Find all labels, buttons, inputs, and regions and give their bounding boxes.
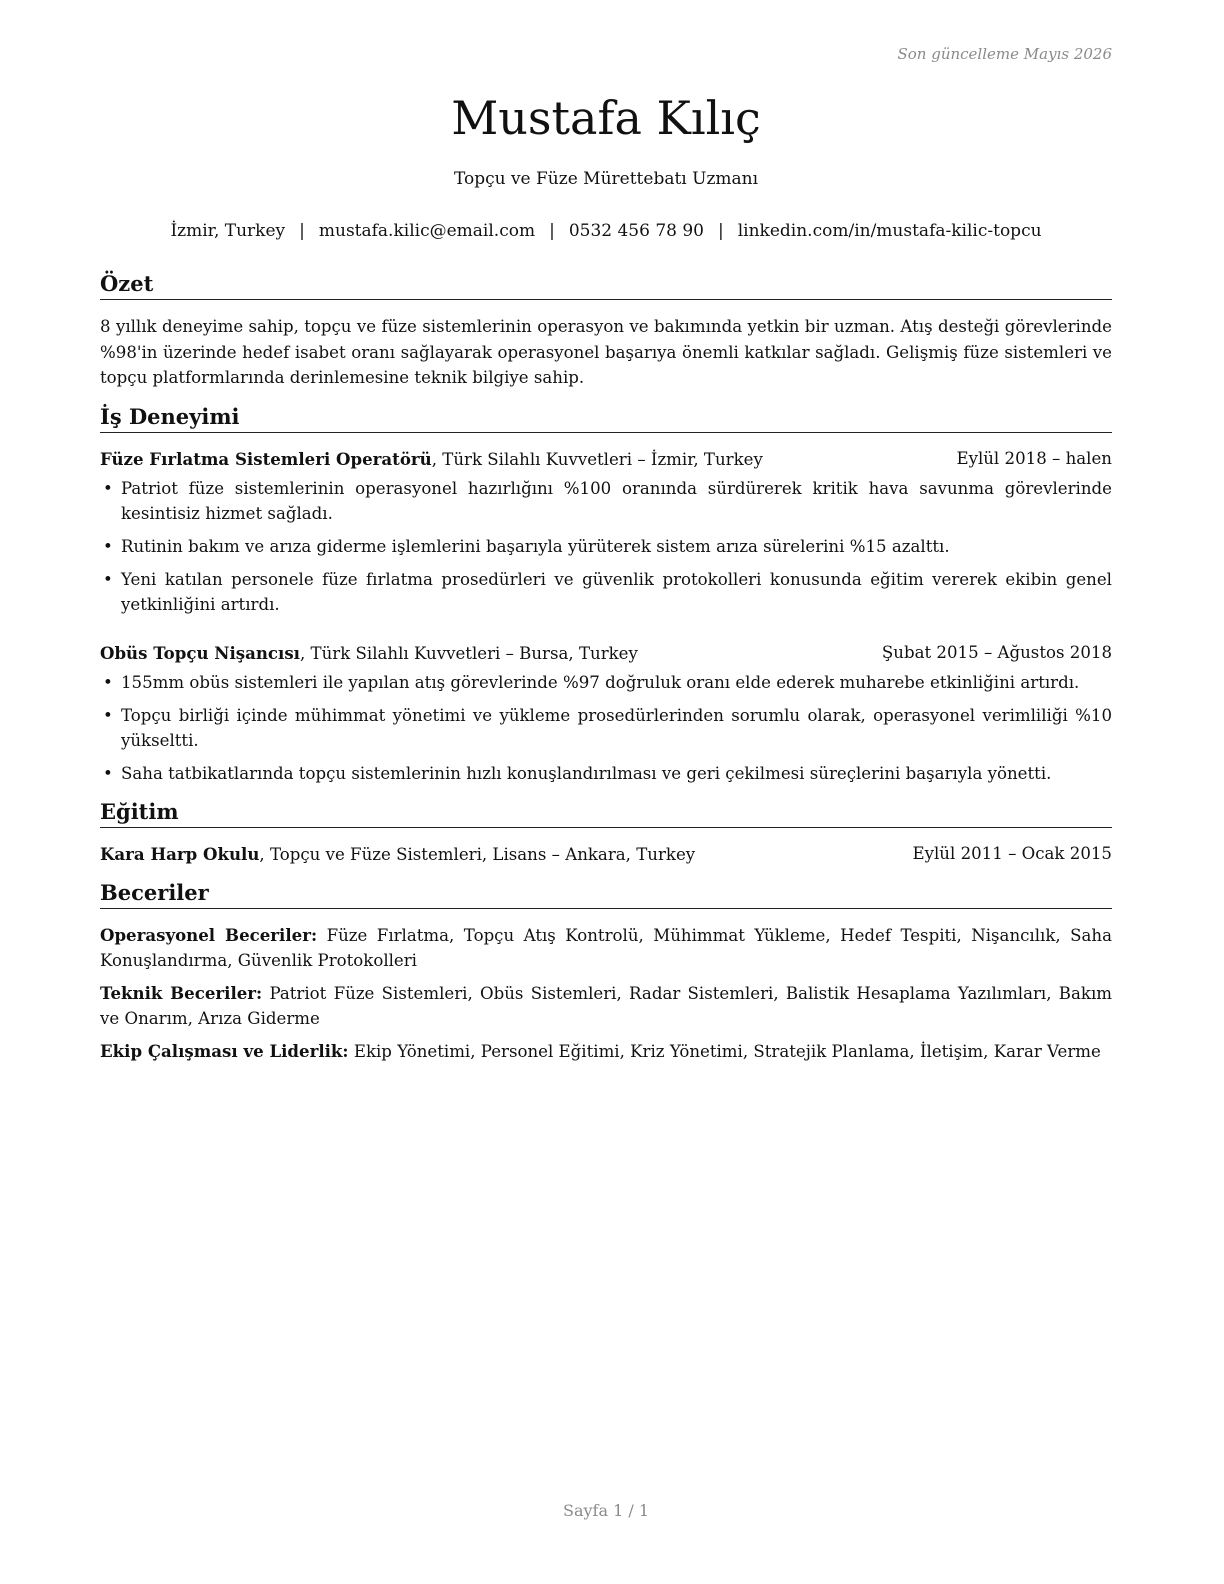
bullet-dot: •	[103, 569, 113, 589]
bullet-dot: •	[103, 536, 113, 556]
job-bullets	[100, 476, 1112, 617]
bullet-dot: •	[103, 763, 113, 783]
job-role	[100, 641, 638, 666]
job-role	[100, 447, 763, 472]
skills-section	[100, 879, 1112, 1064]
job-organization: , Türk Silahlı Kuvvetleri – İzmir, Turkey	[431, 449, 763, 469]
job-dates: Eylül 2018 – halen	[956, 448, 1112, 468]
job-bullet	[100, 670, 1112, 695]
skill-group-label: Teknik Beceriler:	[100, 982, 263, 1003]
education-dates: Eylül 2011 – Ocak 2015	[912, 843, 1112, 863]
summary-section	[100, 270, 1112, 391]
job-position: Füze Fırlatma Sistemleri Operatörü	[100, 448, 432, 469]
bullet-text: Yeni katılan personele füze fırlatma prosedürleri ve güvenlik protokolleri konusunda eğitim vererek ekibin genel yetkinliğini artırdı.	[121, 569, 1112, 614]
education-school: Kara Harp Okulu	[100, 843, 260, 864]
skill-group	[100, 923, 1112, 973]
resume-page	[100, 0, 1112, 1584]
job-bullet	[100, 534, 1112, 559]
page-number: Sayfa 1 / 1	[562, 1501, 649, 1520]
bullet-dot: •	[103, 705, 113, 725]
bullet-dot: •	[103, 672, 113, 692]
skill-group-items: Füze Fırlatma, Topçu Atış Kontrolü, Mühimmat Yükleme, Hedef Tespiti, Nişancılık, Saha Konuşlandırma, Güvenlik Protokolleri	[100, 925, 1112, 970]
skill-group	[100, 981, 1112, 1031]
job-bullets	[100, 670, 1112, 786]
bullet-dot: •	[103, 478, 113, 498]
job-entry	[100, 447, 1112, 617]
contact-separator: |	[299, 221, 305, 241]
job-dates: Şubat 2015 – Ağustos 2018	[881, 642, 1112, 662]
job-organization: , Türk Silahlı Kuvvetleri – Bursa, Turkey	[299, 643, 638, 663]
candidate-title: Topçu ve Füze Mürettebatı Uzmanı	[453, 169, 759, 189]
bullet-text: Patriot füze sistemlerinin operasyonel hazırlığını %100 oranında sürdürerek kritik hava savunma görevlerinde kesintisiz hizmet sağladı.	[121, 478, 1112, 523]
skill-group-label: Ekip Çalışması ve Liderlik:	[100, 1040, 349, 1061]
job-entry	[100, 641, 1112, 786]
bullet-text: Rutinin bakım ve arıza giderme işlemlerini başarıyla yürüterek sistem arıza sürelerini %15 azalttı.	[121, 536, 950, 556]
skill-group	[100, 1039, 1112, 1064]
education-degree	[100, 842, 695, 867]
candidate-name: Mustafa Kılıç	[451, 91, 761, 145]
bullet-text: Saha tatbikatlarında topçu sistemlerinin hızlı konuşlandırılması ve geri çekilmesi süreçlerini başarıyla yönetti.	[121, 763, 1052, 783]
contact-separator: |	[549, 221, 555, 241]
contact-location: İzmir, Turkey	[170, 221, 286, 241]
contact-separator: |	[718, 221, 724, 241]
contact-linkedin-link[interactable]: linkedin.com/in/mustafa-kilic-topcu	[737, 221, 1042, 241]
job-header	[100, 641, 1112, 666]
education-heading: Eğitim	[100, 798, 1112, 828]
education-section	[100, 798, 1112, 867]
experience-heading: İş Deneyimi	[100, 403, 1112, 433]
education-detail: , Topçu ve Füze Sistemleri, Lisans – Ankara, Turkey	[259, 844, 696, 864]
education-entry	[100, 842, 1112, 867]
bullet-text: 155mm obüs sistemleri ile yapılan atış görevlerinde %97 doğruluk oranı elde ederek muharebe etkinliğini artırdı.	[121, 672, 1080, 692]
job-bullet	[100, 761, 1112, 786]
contact-email-link[interactable]: mustafa.kilic@email.com	[318, 221, 536, 241]
job-bullet	[100, 476, 1112, 526]
skill-group-label: Operasyonel Beceriler:	[100, 924, 318, 945]
experience-section	[100, 403, 1112, 786]
skill-group-items: Ekip Yönetimi, Personel Eğitimi, Kriz Yönetimi, Stratejik Planlama, İletişim, Karar Verme	[348, 1041, 1101, 1061]
resume-content	[100, 270, 1112, 1076]
job-position: Obüs Topçu Nişancısı	[100, 642, 300, 663]
contact-line	[100, 219, 1112, 243]
summary-heading: Özet	[100, 270, 1112, 300]
summary-text: 8 yıllık deneyime sahip, topçu ve füze sistemlerinin operasyon ve bakımında yetkin bir uzman. Atış desteği görevlerinde %98'in üzerinde hedef isabet oranı sağlayarak operasyonel başarıya önemli katkılar sağladı. Gelişmiş füze sistemleri ve topçu platformlarında derinlemesine teknik bilgiye sahip.	[100, 317, 1112, 387]
job-header	[100, 447, 1112, 472]
contact-phone: 0532 456 78 90	[568, 221, 704, 241]
job-bullet	[100, 567, 1112, 617]
last-updated-note: Son güncelleme Mayıs 2026	[897, 45, 1112, 63]
skills-heading: Beceriler	[100, 879, 1112, 909]
job-bullet	[100, 703, 1112, 753]
bullet-text: Topçu birliği içinde mühimmat yönetimi ve yükleme prosedürlerinden sorumlu olarak, operasyonel verimliliği %10 yükseltti.	[121, 705, 1112, 750]
skill-group-items: Patriot Füze Sistemleri, Obüs Sistemleri, Radar Sistemleri, Balistik Hesaplama Yazılımları, Bakım ve Onarım, Arıza Giderme	[100, 983, 1112, 1028]
